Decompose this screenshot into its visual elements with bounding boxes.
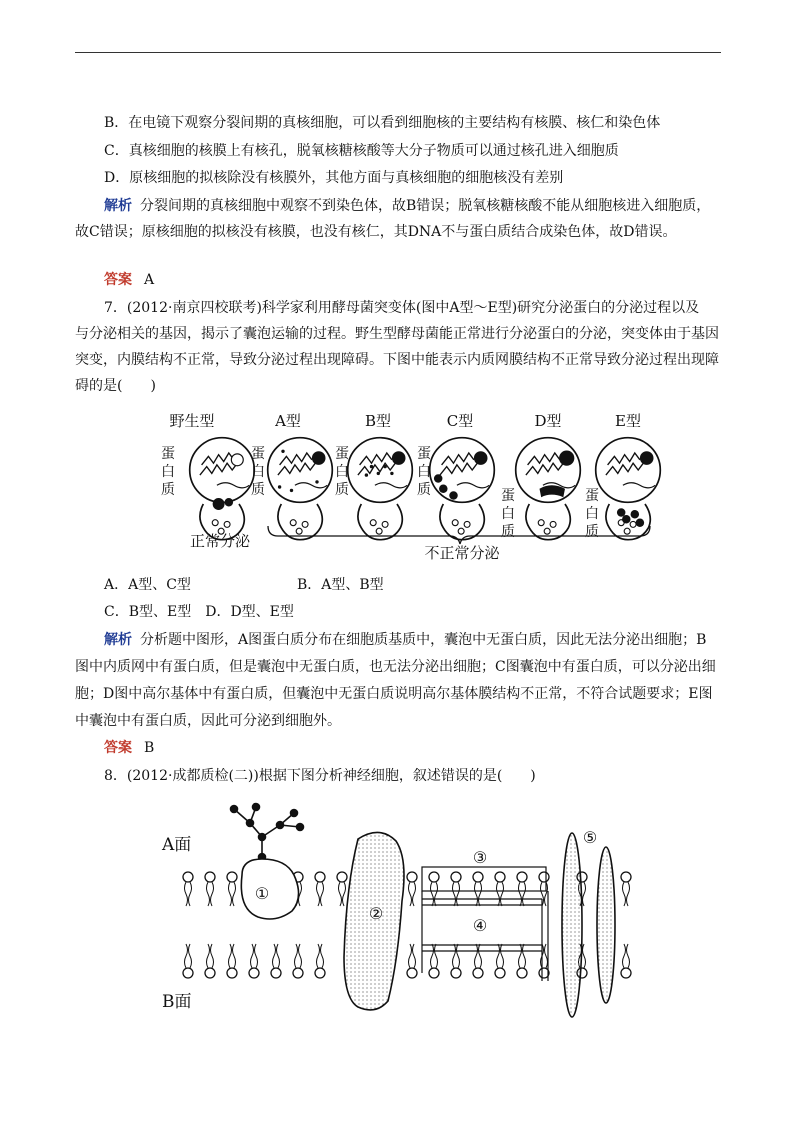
q7-answer-label: 答案 bbox=[104, 740, 132, 756]
protein-1-number: ① bbox=[254, 884, 270, 903]
protein-label-d bbox=[501, 488, 515, 540]
q7-answer-value: B bbox=[144, 740, 155, 756]
q7-stem-line1: 7．(2012·南京四校联考)科学家利用酵母菌突变体(图中A型～E型)研究分泌蛋白的分泌过程以及 bbox=[104, 300, 700, 316]
q7-analysis-text1: 分析题中图形，A图蛋白质分布在细胞质基质中，囊泡中无蛋白质，因此无法分泌出细胞；B bbox=[140, 632, 707, 648]
q6-option-d: D．原核细胞的拟核除没有核膜外，其他方面与真核细胞的细胞核没有差别 bbox=[104, 170, 564, 186]
protein-4-number: ④ bbox=[472, 916, 488, 935]
q6-analysis-text1: 分裂间期的真核细胞中观察不到染色体，故B错误；脱氧核糖核酸不能从细胞核进入细胞质， bbox=[140, 198, 711, 214]
face-b-label: B面 bbox=[162, 992, 192, 1012]
q6-option-c: C．真核细胞的核膜上有核孔，脱氧核糖核酸等大分子物质可以通过核孔进入细胞质 bbox=[104, 143, 619, 159]
svg-text:白: 白 bbox=[161, 464, 175, 480]
svg-text:蛋: 蛋 bbox=[501, 488, 515, 504]
abnormal-secretion-label: 不正常分泌 bbox=[424, 544, 500, 562]
q6-analysis-line2: 故C错误；原核细胞的拟核没有核膜，也没有核仁，其DNA不与蛋白质结合成染色体，故D错误。 bbox=[75, 224, 677, 240]
type-label-c: C型 bbox=[446, 412, 474, 430]
svg-text:白: 白 bbox=[251, 464, 265, 480]
protein-2-number: ② bbox=[368, 904, 384, 923]
q6-analysis-line1 bbox=[104, 196, 710, 216]
face-a-label: A面 bbox=[162, 835, 192, 855]
protein-label-c bbox=[417, 446, 431, 498]
q7-analysis-line3: 胞；D图中高尔基体中有蛋白质，但囊泡中无蛋白质说明高尔基体膜结构不正常，不符合试题要求；E图 bbox=[75, 686, 713, 702]
q6-answer-value: A bbox=[144, 272, 155, 288]
svg-text:质: 质 bbox=[335, 482, 349, 498]
svg-text:白: 白 bbox=[501, 506, 515, 522]
protein-label-wild bbox=[161, 446, 175, 498]
protein-5-right bbox=[597, 847, 615, 1003]
svg-text:蛋: 蛋 bbox=[161, 446, 175, 462]
q6-analysis-label: 解析 bbox=[104, 198, 132, 214]
q7-options-cd: C．B型、E型 D．D型、E型 bbox=[104, 604, 294, 620]
cell-type-c bbox=[430, 438, 495, 540]
q7-analysis-line1 bbox=[104, 630, 706, 650]
q7-stem-line4: 碍的是( ) bbox=[75, 378, 156, 394]
header-rule bbox=[75, 52, 721, 53]
svg-text:质: 质 bbox=[417, 482, 431, 498]
q6-answer-label: 答案 bbox=[104, 272, 132, 288]
type-label-b: B型 bbox=[364, 412, 392, 430]
svg-text:蛋: 蛋 bbox=[417, 446, 431, 462]
cell-type-b bbox=[348, 438, 413, 540]
svg-text:蛋: 蛋 bbox=[585, 488, 599, 504]
type-label-wild: 野生型 bbox=[169, 412, 215, 430]
q7-answer bbox=[104, 738, 154, 758]
q7-stem-line3: 突变，内膜结构不正常，导致分泌过程出现障碍。下图中能表示内质网膜结构不正常导致分泌过程出现障 bbox=[75, 352, 719, 368]
protein-1 bbox=[241, 859, 298, 919]
cell-type-a bbox=[268, 438, 333, 540]
svg-text:质: 质 bbox=[161, 482, 175, 498]
q6-option-b: B．在电镜下观察分裂间期的真核细胞，可以看到细胞核的主要结构有核膜、核仁和染色体 bbox=[104, 115, 661, 131]
svg-text:白: 白 bbox=[335, 464, 349, 480]
yeast-secretion-figure bbox=[150, 408, 670, 562]
q7-analysis-line4: 中囊泡中有蛋白质，因此可分泌到细胞外。 bbox=[75, 713, 341, 729]
type-label-a: A型 bbox=[275, 412, 301, 430]
normal-secretion-label: 正常分泌 bbox=[189, 532, 251, 550]
cell-type-d bbox=[516, 438, 581, 540]
q7-stem-line2: 与分泌相关的基因，揭示了囊泡运输的过程。野生型酵母菌能正常进行分泌蛋白的分泌，突变体由于基因 bbox=[75, 326, 719, 342]
q7-analysis-label: 解析 bbox=[104, 632, 132, 648]
protein-3-number: ③ bbox=[472, 848, 488, 867]
svg-text:蛋: 蛋 bbox=[335, 446, 349, 462]
q7-option-b: B．A型、B型 bbox=[297, 577, 384, 593]
glycoprotein-chain bbox=[231, 804, 304, 861]
protein-label-e bbox=[585, 488, 599, 540]
q6-answer bbox=[104, 270, 154, 290]
svg-text:质: 质 bbox=[585, 524, 599, 540]
cell-type-e bbox=[596, 438, 661, 540]
protein-5-left bbox=[562, 833, 582, 1017]
svg-text:白: 白 bbox=[585, 506, 599, 522]
svg-text:质: 质 bbox=[251, 482, 265, 498]
cell-wild-type bbox=[190, 438, 255, 540]
protein-label-b bbox=[335, 446, 349, 498]
type-label-d: D型 bbox=[534, 412, 562, 430]
membrane-figure bbox=[158, 795, 638, 1020]
q8-stem: 8．(2012·成都质检(二))根据下图分析神经细胞，叙述错误的是( ) bbox=[104, 768, 536, 784]
svg-text:蛋: 蛋 bbox=[251, 446, 265, 462]
type-label-e: E型 bbox=[615, 412, 641, 430]
q7-option-a: A．A型、C型 bbox=[104, 577, 191, 593]
protein-5-number: ⑤ bbox=[582, 828, 598, 847]
q7-analysis-line2: 图中内质网中有蛋白质，但是囊泡中无蛋白质，也无法分泌出细胞；C图囊泡中有蛋白质，可以分泌出细 bbox=[75, 659, 716, 675]
svg-text:白: 白 bbox=[417, 464, 431, 480]
protein-label-a bbox=[251, 446, 265, 498]
svg-text:质: 质 bbox=[501, 524, 515, 540]
